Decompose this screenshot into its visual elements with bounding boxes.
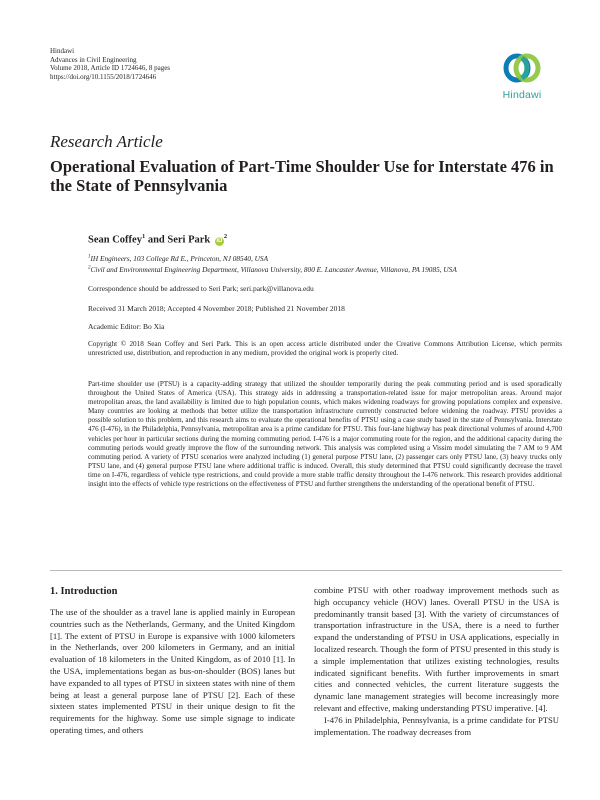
hindawi-logo — [493, 50, 551, 101]
body-paragraph: I-476 in Philadelphia, Pennsylvania, is a prime candidate for PTSU implementation. The roadway decreases from — [314, 714, 559, 737]
section-divider — [50, 570, 562, 571]
author-affiliation-marker: 2 — [223, 233, 228, 240]
affiliation-text: IH Engineers, 103 College Rd E., Princeton, NJ 08540, USA — [90, 254, 269, 263]
body-column-left — [50, 585, 295, 737]
author-list — [88, 233, 227, 246]
affiliation-2 — [88, 265, 568, 274]
author-name: Seri Park — [167, 234, 211, 246]
hindawi-logo-text: Hindawi — [502, 89, 542, 101]
body-paragraph: The use of the shoulder as a travel lane is applied mainly in European countries such as the Netherlands, Germany, and the United Kingdom [1]. The extent of PTSU in Europe is expansive with 1000 kilometers in the Netherlands, over 200 kilometers in Germany, and an initial evaluation of 18 kilometers in the United Kingdom, as of 2010 [1]. In the USA, implementations began as bus-on-shoulder (BOS) lanes but have expanded to all types of PTSU in sixteen states with nine of them being at least a general purpose lane of PTSU [2]. Each of these sixteen states implemented PTSU in their unique design to fit the requirements for the highway. Some use simple signage to indicate operating times, and others — [50, 607, 295, 735]
journal-meta — [50, 47, 170, 81]
affiliation-marker: 2 — [88, 265, 91, 271]
affiliation-marker: 1 — [88, 254, 91, 260]
journal-doi-link[interactable]: https://doi.org/10.1155/2018/1724646 — [50, 72, 157, 81]
author-affiliation-marker: 1 — [141, 233, 146, 240]
copyright-notice: Copyright © 2018 Sean Coffey and Seri Park. This is an open access article distributed under the Creative Commons Attribution License, which permits unrestricted use, distribution, and reproduction in any medium, provided the original work is properly cited. — [88, 340, 562, 358]
orcid-icon[interactable]: iD — [216, 237, 223, 244]
journal-publisher: Hindawi — [50, 47, 75, 55]
author-name: Sean Coffey — [88, 234, 142, 246]
body-column-right — [314, 585, 559, 738]
academic-editor: Academic Editor: Bo Xia — [88, 322, 165, 331]
affiliation-text: Civil and Environmental Engineering Department, Villanova University, 800 E. Lancaster Avenue, Villanova, PA 19085, USA — [90, 265, 457, 274]
body-paragraph: combine PTSU with other roadway improvement methods such as high occupancy vehicle (HOV) lanes. Overall PTSU in the USA is predominantly transit based [3]. With the variety of circumstances of transportation infrastructure in the USA, there is a need to further expand the understanding of PTSU in USA applications, especially in localized research. Though the form of PTSU presented in this study is a simple implementation that utilizes existing technologies, results indicated significant benefits. With further improvements in smart cities and connected vehicles, the current literature suggests the dynamic lane management strategies will become increasingly more relevant and effective, making understanding PTSU imperative. [4]. — [314, 585, 559, 713]
article-type: Research Article — [50, 132, 163, 151]
journal-volume: Volume 2018, Article ID 1724646, 8 pages — [50, 64, 171, 73]
hindawi-logo-icon — [501, 50, 543, 86]
journal-name: Advances in Civil Engineering — [50, 55, 137, 64]
article-dates: Received 31 March 2018; Accepted 4 November 2018; Published 21 November 2018 — [88, 304, 345, 313]
correspondence: Correspondence should be addressed to Seri Park; seri.park@villanova.edu — [88, 284, 314, 293]
abstract: Part-time shoulder use (PTSU) is a capacity-adding strategy that utilized the shoulder temporarily during the peak commuting period and is used sporadically throughout the United States of America (USA). This strategy aids in addressing a transportation-related issue for major metropolitan areas. Around major metropolitan areas, the land availability is limited due to high population counts, which makes widening roadways for growing populations complex and expensive. Many countries are looking at methods that better utilize the transportation infrastructure currently constructed before widening the roadway. PTSU provides a possible solution to this problem, and this research aims to evaluate the operational benefits of PTSU using a case study based in the state of Pennsylvania. Interstate 476 (I-476), in the Philadelphia, Pennsylvania, metropolitan area is a prime candidate for PTSU. This four-lane highway has peak directional volumes of around 4,700 vehicles per hour in particular sections during the morning commuting period. I-476 is a major commuting route for the region, and the additional capacity during the commuting periods would greatly improve the flow of the surrounding network. This analysis was completed using a Vissim model simulating the 7 AM to 9 AM commuting period. A variety of PTSU scenarios were analyzed including (1) general purpose PTSU lane, (2) passenger cars only PTSU lane, (3) heavy trucks only PTSU lane, and (4) general purpose PTSU lane where additional traffic is induced. Overall, this study determined that PTSU could significantly decrease the travel time on I-476, regardless of vehicle type restrictions, and could provide a more stable traffic density throughout the I-476 network. This research provides additional insight into the effects of vehicle type restrictions on the effectiveness of PTSU and further strengthens the understanding of the operational benefit of PTSU. — [88, 380, 562, 489]
section-heading-introduction: 1. Introduction — [50, 586, 118, 597]
author-joiner: and — [147, 234, 165, 246]
article-title: Operational Evaluation of Part-Time Shoulder Use for Interstate 476 in the State of Pennsylvania — [50, 157, 554, 195]
affiliation-1 — [88, 254, 568, 263]
